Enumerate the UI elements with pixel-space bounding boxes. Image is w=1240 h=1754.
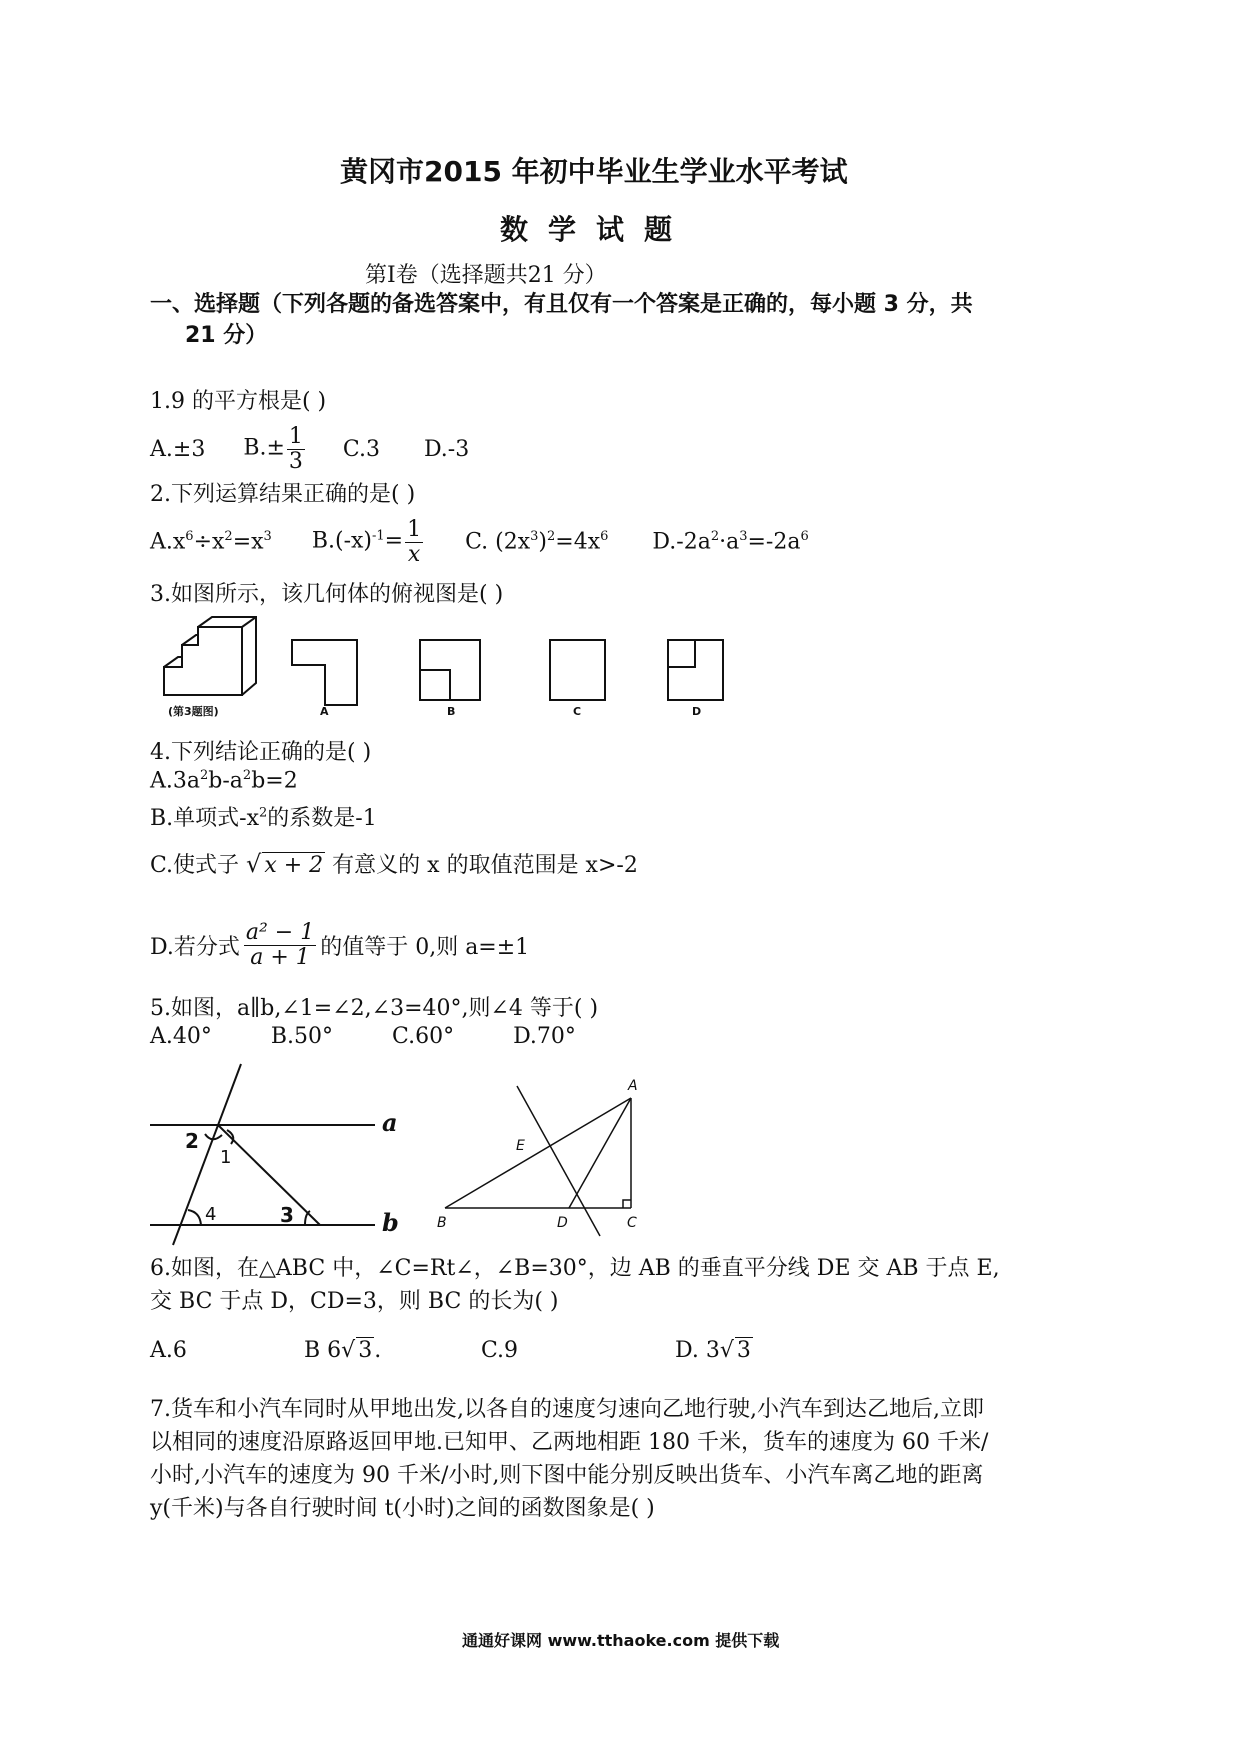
q2-c-part: C. (2x xyxy=(465,529,531,555)
q1-b-numerator: 1 xyxy=(288,424,303,450)
q2-a-exp3: 3 xyxy=(263,529,272,545)
vertex-d-label: D xyxy=(557,1215,568,1231)
q4-d-numerator: a² − 1 xyxy=(245,920,315,946)
q6-option-d xyxy=(675,1338,753,1363)
q4-c-part: C.使式子 xyxy=(150,853,240,878)
q4-a-exp1: 2 xyxy=(200,768,209,783)
q2-d-part2: ·a xyxy=(719,529,740,555)
q6-b-part2: . xyxy=(374,1338,382,1363)
question-6-options xyxy=(150,1337,753,1363)
question-2-options xyxy=(150,510,809,574)
side-ab xyxy=(445,1098,631,1208)
q4-a-part: A.3a xyxy=(150,768,200,794)
vertex-a-label: A xyxy=(628,1078,638,1094)
question-5-figure xyxy=(145,1060,415,1250)
view-c xyxy=(550,640,605,700)
q4-b-part: B.单项式-x xyxy=(150,806,260,831)
volume-title: 第Ⅰ卷（选择题共21 分） xyxy=(365,263,607,288)
q2-c-exp2: 2 xyxy=(547,529,556,545)
q6-option-a: A.6 xyxy=(150,1338,187,1363)
view-c-label: C xyxy=(573,705,582,718)
q6-option-c: C.9 xyxy=(481,1338,519,1363)
label-2: 2 xyxy=(185,1129,199,1153)
question-5-options xyxy=(150,1024,576,1049)
q1-option-b-prefix: B.± xyxy=(243,436,285,461)
q5-option-b: B.50° xyxy=(270,1024,334,1049)
question-3-figure xyxy=(150,615,750,725)
question-6-stem-line2: 交 BC 于点 D，CD=3，则 BC 的长为( ) xyxy=(150,1289,559,1314)
q3-figure-caption: (第3题图) xyxy=(168,705,219,718)
vertex-b-label: B xyxy=(437,1215,447,1231)
right-angle-mark xyxy=(623,1200,631,1208)
subject-title: 数学试题 xyxy=(500,213,693,246)
q2-c-part3: =4x xyxy=(555,529,601,555)
q4-d-denominator: a + 1 xyxy=(250,944,310,970)
question-7-line2: 以相同的速度沿原路返回甲地.已知甲、乙两地相距 180 千米，货车的速度为 60 千米/ xyxy=(150,1430,989,1455)
question-4-stem: 4.下列结论正确的是( ) xyxy=(150,740,372,765)
question-5-stem: 5.如图，a∥b,∠1=∠2,∠3=40°,则∠4 等于( ) xyxy=(150,996,599,1021)
q2-b-fraction xyxy=(405,518,423,565)
view-d-label: D xyxy=(692,705,702,718)
q2-d-part: D.-2a xyxy=(652,529,711,555)
page-footer: 通通好课网 www.tthaoke.com 提供下载 xyxy=(462,1631,780,1650)
q1-option-b xyxy=(243,425,307,472)
q4-a-part2: b-a xyxy=(208,768,243,794)
question-1-stem: 1.9 的平方根是( ) xyxy=(150,389,327,414)
q2-a-exp2: 2 xyxy=(224,529,233,545)
q4-c-part2: 有意义的 x 的取值范围是 x>-2 xyxy=(332,853,638,878)
q2-option-d xyxy=(652,529,808,554)
q6-d-radicand: 3 xyxy=(736,1338,751,1363)
q4-a-exp2: 2 xyxy=(242,768,252,783)
question-3-stem: 3.如图所示，该几何体的俯视图是( ) xyxy=(150,582,504,607)
q1-option-b-fraction xyxy=(287,425,305,472)
segment-ad xyxy=(569,1098,631,1208)
q2-d-exp2: 3 xyxy=(739,529,748,545)
q5-option-a: A.40° xyxy=(150,1024,212,1049)
q2-d-exp1: 2 xyxy=(710,529,720,545)
q4-d-part2: 的值等于 0,则 a=±1 xyxy=(320,934,530,960)
q2-a-part2: ÷x xyxy=(193,529,225,555)
q4-a-part3: b=2 xyxy=(251,768,298,794)
view-b xyxy=(420,640,480,700)
q4-c-radical-sign: √ xyxy=(246,850,262,878)
q6-d-part: D. 3 xyxy=(675,1338,720,1363)
perpendicular-bisector-de xyxy=(517,1086,600,1236)
q2-b-exp: -1 xyxy=(372,528,385,544)
q5-option-d: D.70° xyxy=(513,1024,576,1049)
q4-option-c xyxy=(150,848,638,879)
q6-b-radical-sign: √ xyxy=(341,1338,356,1363)
q4-option-a xyxy=(150,768,298,793)
exam-title: 黄冈市2015 年初中毕业生学业水平考试 xyxy=(340,155,848,188)
label-3: 3 xyxy=(280,1203,294,1227)
q4-b-part2: 的系数是-1 xyxy=(267,806,377,831)
solid-figure xyxy=(164,617,256,695)
q1-option-a: A.±3 xyxy=(150,436,206,462)
q2-a-exp1: 6 xyxy=(185,529,194,545)
question-7-line4: y(千米)与各自行驶时间 t(小时)之间的函数图象是( ) xyxy=(150,1496,655,1521)
question-2-stem: 2.下列运算结果正确的是( ) xyxy=(150,482,416,507)
question-6-figure xyxy=(425,1068,665,1238)
q2-d-part3: =-2a xyxy=(747,529,801,555)
q2-c-part2: ) xyxy=(538,529,548,555)
question-6-stem-line1: 6.如图，在△ABC 中，∠C=Rt∠，∠B=30°，边 AB 的垂直平分线 DE 交 AB 于点 E, xyxy=(150,1256,1000,1281)
q6-option-b xyxy=(304,1337,474,1363)
view-a-label: A xyxy=(320,705,329,718)
q4-c-radicand: x + 2 xyxy=(264,853,324,878)
q4-d-fraction xyxy=(244,921,316,968)
q2-a-part: A.x xyxy=(150,529,186,555)
q2-c-exp1: 3 xyxy=(530,529,539,545)
question-7-line1: 7.货车和小汽车同时从甲地出发,以各自的速度匀速向乙地行驶,小汽车到达乙地后,立即 xyxy=(150,1397,984,1422)
q2-b-denominator: x xyxy=(407,541,421,567)
q2-option-c xyxy=(465,529,608,554)
q6-b-radicand: 3 xyxy=(358,1338,373,1363)
q4-option-d xyxy=(150,912,529,978)
vertex-c-label: C xyxy=(627,1215,637,1231)
q1-option-d: D.-3 xyxy=(423,436,470,462)
q2-option-b xyxy=(312,518,425,565)
view-b-label: B xyxy=(447,705,456,718)
section-heading-line2: 21 分） xyxy=(185,323,268,348)
q2-option-a xyxy=(150,529,272,554)
q1-option-c: C.3 xyxy=(342,436,380,462)
view-d xyxy=(668,640,723,700)
label-a: a xyxy=(382,1108,398,1137)
q2-a-part3: =x xyxy=(232,529,264,555)
q4-d-part: D.若分式 xyxy=(150,934,240,960)
q4-option-b xyxy=(150,801,377,832)
q2-d-exp3: 6 xyxy=(800,529,809,545)
question-7-line3: 小时,小汽车的速度为 90 千米/小时,则下图中能分别反映出货车、小汽车离乙地的距离 xyxy=(150,1463,984,1488)
label-4: 4 xyxy=(205,1204,217,1225)
q2-c-exp3: 6 xyxy=(600,529,609,545)
q2-b-numerator: 1 xyxy=(407,517,422,543)
q6-b-part: B 6 xyxy=(304,1338,342,1363)
q5-option-c: C.60° xyxy=(392,1024,455,1049)
vertex-e-label: E xyxy=(516,1138,525,1154)
label-b: b xyxy=(382,1208,399,1237)
section-heading-line1: 一、选择题（下列各题的备选答案中，有且仅有一个答案是正确的，每小题 3 分，共 xyxy=(150,292,973,317)
q2-b-part: B.(-x) xyxy=(311,529,372,554)
view-a xyxy=(292,640,357,705)
q2-b-eq: = xyxy=(384,529,404,554)
angle-4-arc xyxy=(188,1210,201,1225)
q4-b-exp: 2 xyxy=(259,805,268,821)
q6-d-radical-sign: √ xyxy=(719,1338,734,1363)
question-1-options xyxy=(150,418,469,480)
q1-b-denominator: 3 xyxy=(288,448,303,474)
label-1: 1 xyxy=(220,1147,232,1168)
